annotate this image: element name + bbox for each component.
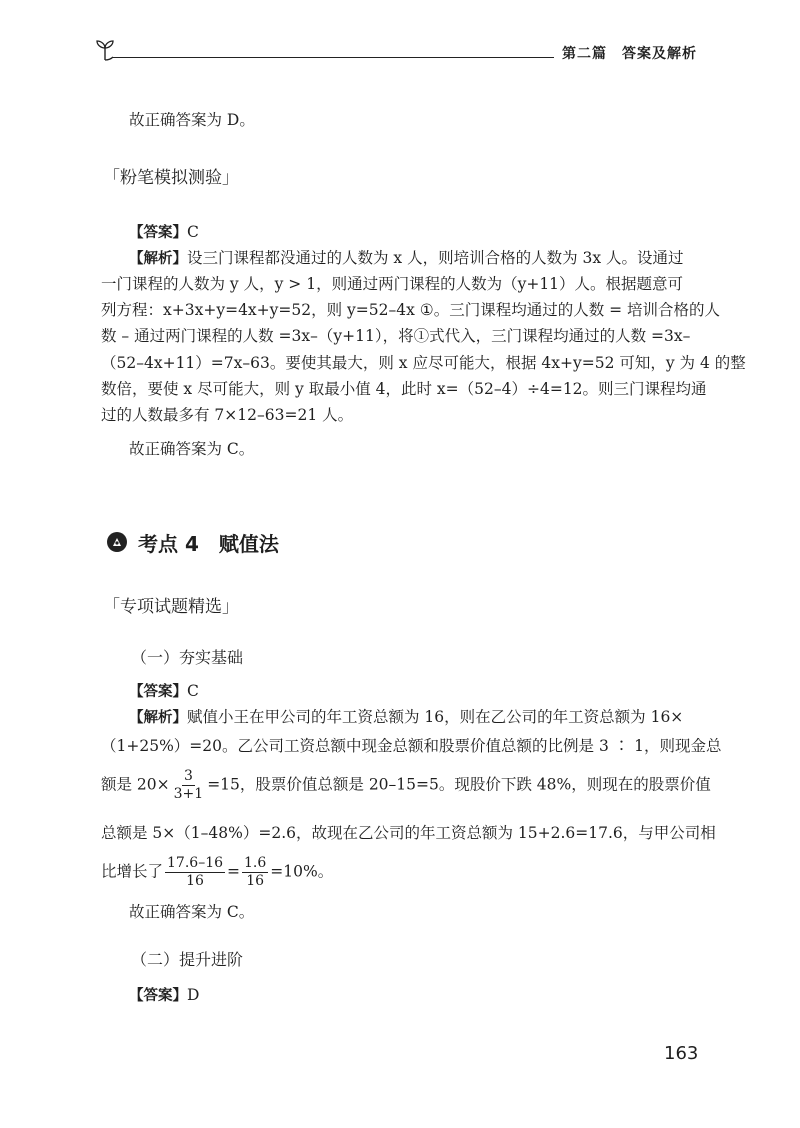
answer-tag: 【答案】 [129, 988, 187, 1004]
analysis-text-1: 赋值小王在甲公司的年工资总额为 16，则在乙公司的年工资总额为 16× [187, 708, 684, 726]
header-title: 第二篇 答案及解析 [562, 46, 697, 62]
section-title-selected: 「专项试题精选」 [103, 597, 239, 617]
analysis-line-3: 列方程：x+3x+y=4x+y=52，则 y=52–4x ①。三门课程均通过的人数 = 培训合格的人 [101, 301, 721, 319]
equals-sign: = [227, 862, 241, 881]
section-title-text: 专项试题精选 [120, 597, 222, 617]
page-number: 163 [664, 1043, 699, 1064]
section-title-mock-test: 「粉笔模拟测验」 [103, 168, 239, 188]
fraction-numerator: 17.6–16 [167, 855, 224, 871]
kaodian-title: 考点 4 赋值法 [138, 532, 279, 556]
conclusion-text: 故正确答案为 D。 [129, 111, 255, 129]
fraction-denominator: 16 [246, 873, 265, 889]
analysis-text-1: 设三门课程都没通过的人数为 x 人，则培训合格的人数为 3x 人。设通过 [187, 249, 684, 267]
analysis-line-2: （1+25%）=20。乙公司工资总额中现金总额和股票价值总额的比例是 3 ∶ 1，则现金总 [101, 737, 722, 755]
fraction-denominator: 3+1 [173, 786, 204, 802]
answer-tag: 【答案】 [129, 684, 187, 700]
analysis-text-5b: =10%。 [270, 862, 334, 881]
answer-tag: 【答案】 [129, 225, 187, 241]
analysis-line-6: 数倍，要使 x 尽可能大，则 y 取最小值 4，此时 x=（52–4）÷4=12。则三门课程均通 [101, 380, 707, 398]
analysis-text-3b: =15，股票价值总额是 20–15=5。现股价下跌 48%，则现在的股票价值 [207, 775, 711, 794]
compass-icon [106, 531, 128, 553]
part-title-basic: （一）夯实基础 [131, 648, 244, 667]
analysis-line-3 [101, 768, 711, 803]
analysis-text-5a: 比增长了 [101, 862, 164, 881]
conclusion-text: 故正确答案为 C。 [129, 440, 255, 458]
fraction-denominator: 16 [186, 873, 204, 889]
analysis-line-2: 一门课程的人数为 y 人，y > 1，则通过两门课程的人数为（y+11）人。根据题意可 [101, 275, 684, 293]
fraction [165, 855, 225, 890]
analysis-text-3a: 额是 20× [101, 775, 170, 794]
answer-line [129, 680, 199, 703]
fraction-numerator: 3 [183, 768, 193, 784]
analysis-line-1 [129, 706, 683, 729]
fraction-numerator: 1.6 [244, 855, 267, 871]
fraction [242, 855, 268, 890]
header-rule [112, 57, 554, 58]
part-title-advanced: （二）提升进阶 [131, 950, 244, 969]
sprout-icon [92, 36, 118, 62]
answer-line [129, 984, 199, 1007]
analysis-tag: 【解析】 [129, 710, 187, 726]
conclusion-text: 故正确答案为 C。 [129, 903, 255, 921]
analysis-line-5: （52–4x+11）=7x–63。要使其最大，则 x 应尽可能大，根据 4x+y=52 可知，y 为 4 的整 [101, 354, 746, 372]
fraction [172, 768, 206, 803]
answer-value: C [187, 682, 199, 700]
analysis-line-4: 数 – 通过两门课程的人数 =3x–（y+11），将①式代入，三门课程均通过的人数 =3x– [101, 327, 691, 345]
answer-value: D [187, 986, 200, 1004]
analysis-line-7: 过的人数最多有 7×12–63=21 人。 [101, 406, 354, 424]
analysis-line-5 [101, 855, 333, 890]
answer-line [129, 221, 199, 244]
analysis-line-1 [129, 247, 684, 270]
section-title-text: 粉笔模拟测验 [120, 168, 222, 188]
analysis-tag: 【解析】 [129, 251, 187, 267]
answer-value: C [187, 223, 199, 241]
analysis-line-4: 总额是 5×（1–48%）=2.6，故现在乙公司的年工资总额为 15+2.6=17.6，与甲公司相 [101, 824, 716, 842]
